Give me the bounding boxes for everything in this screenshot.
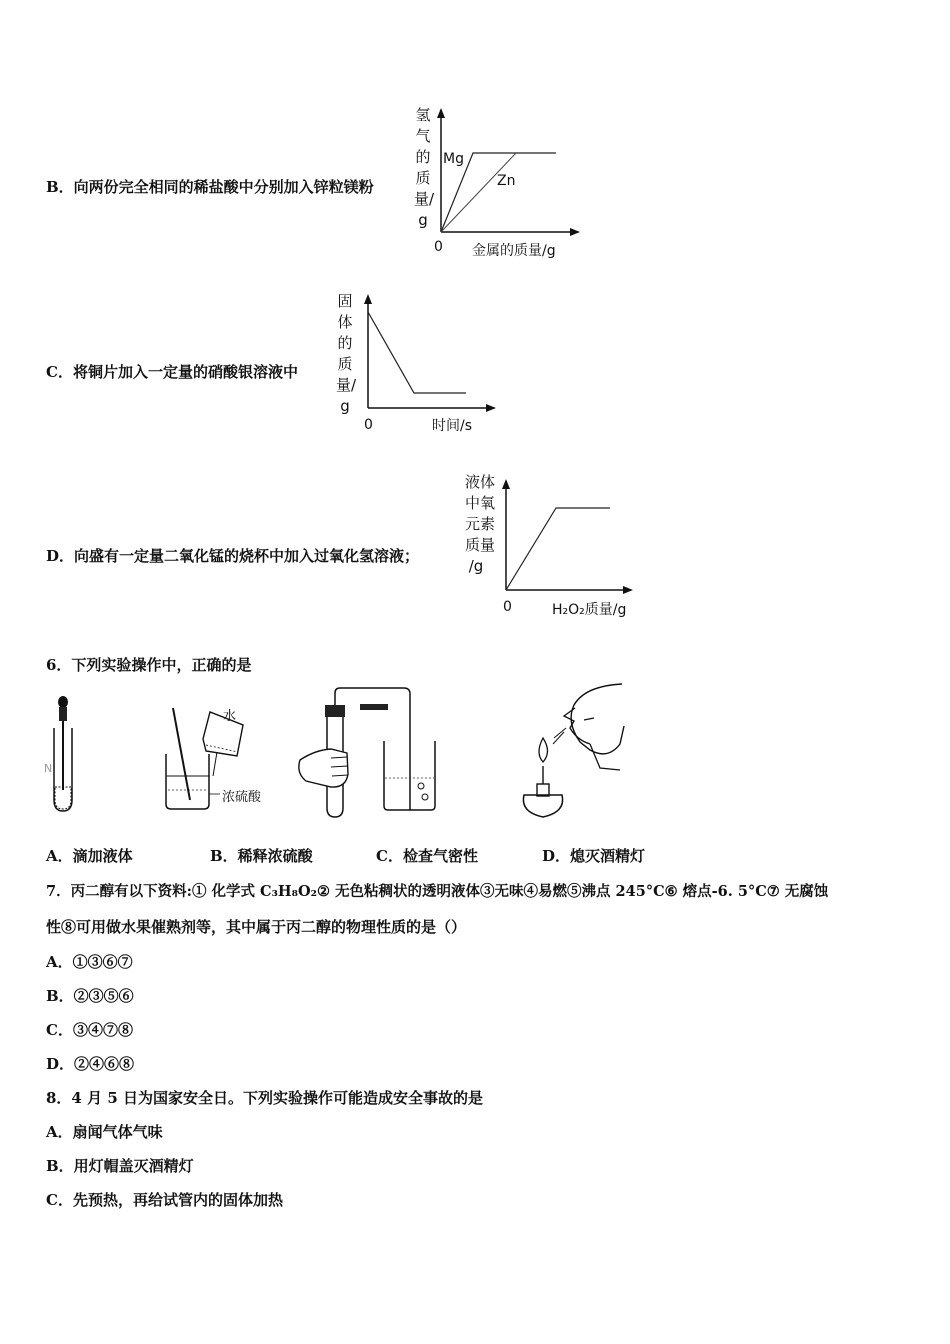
q8-option-b: B．用灯帽盖灭酒精灯	[46, 1157, 194, 1175]
option-c-text: C．将铜片加入一定量的硝酸银溶液中	[46, 363, 298, 381]
q6-option-d: D．熄灭酒精灯	[542, 847, 646, 865]
q6-water-label: 水	[223, 709, 237, 724]
q7-option-b: B．②③⑤⑥	[46, 987, 134, 1005]
q8-option-c: C．先预热，再给试管内的固体加热	[46, 1191, 283, 1209]
q6-option-a: A．滴加液体	[46, 847, 133, 865]
q7-option-a: A．①③⑥⑦	[46, 953, 133, 971]
chart-d-ylabel-5: /g	[468, 557, 484, 575]
chart-d-ylabel-3: 元素	[464, 515, 495, 533]
chart-b-series-zn: Zn	[497, 173, 516, 189]
option-d-text: D．向盛有一定量二氧化锰的烧杯中加入过氧化氢溶液；	[46, 547, 420, 565]
q8-option-a: A．扇闻气体气味	[46, 1123, 163, 1141]
chart-c-xlabel: 时间/s	[432, 418, 473, 434]
q7-stem-line2: 性⑧可用做水果催熟剂等，其中属于丙二醇的物理性质的是（）	[46, 918, 467, 936]
chart-c-ylabel: 固体的质量/g	[336, 292, 357, 415]
q6-stem: 6．下列实验操作中，正确的是	[46, 656, 252, 674]
q7-stem-line1: 7．丙二醇有以下资料:① 化学式 C₃H₈O₂② 无色粘稠状的透明液体③无味④易燃⑤沸点 245°C⑥ 熔点-6. 5°C⑦ 无腐蚀	[46, 883, 829, 900]
blowing-lamp-illustration	[523, 684, 624, 817]
q6-option-c: C．检查气密性	[376, 847, 478, 865]
chart-d-ylabel-2: 中氧	[464, 494, 495, 512]
chart-c-origin: 0	[364, 417, 373, 433]
chart-d-ylabel-1: 液体	[464, 473, 495, 491]
option-b-text: B．向两份完全相同的稀盐酸中分别加入锌粒镁粉	[46, 178, 374, 196]
dropper-illustration	[44, 696, 72, 811]
q6-acid-label: 浓硫酸	[222, 790, 262, 805]
chart-d-xlabel: H₂O₂质量/g	[552, 602, 627, 618]
q7-option-d: D．②④⑥⑧	[46, 1055, 135, 1073]
q6-option-b: B．稀释浓硫酸	[210, 847, 313, 865]
svg-text:N: N	[44, 762, 53, 775]
chart-b-xlabel: 金属的质量/g	[472, 243, 556, 259]
chart-b-origin: 0	[434, 239, 443, 255]
airtightness-illustration	[299, 688, 435, 817]
chart-d-ylabel-4: 质量	[464, 536, 495, 554]
chart-b-ylabel: 氢气的质量/g	[414, 106, 435, 229]
q7-option-c: C．③④⑦⑧	[46, 1021, 133, 1039]
chart-d-origin: 0	[503, 599, 512, 615]
q8-stem: 8．4 月 5 日为国家安全日。下列实验操作可能造成安全事故的是	[46, 1089, 483, 1107]
chart-b-series-mg: Mg	[443, 151, 464, 167]
